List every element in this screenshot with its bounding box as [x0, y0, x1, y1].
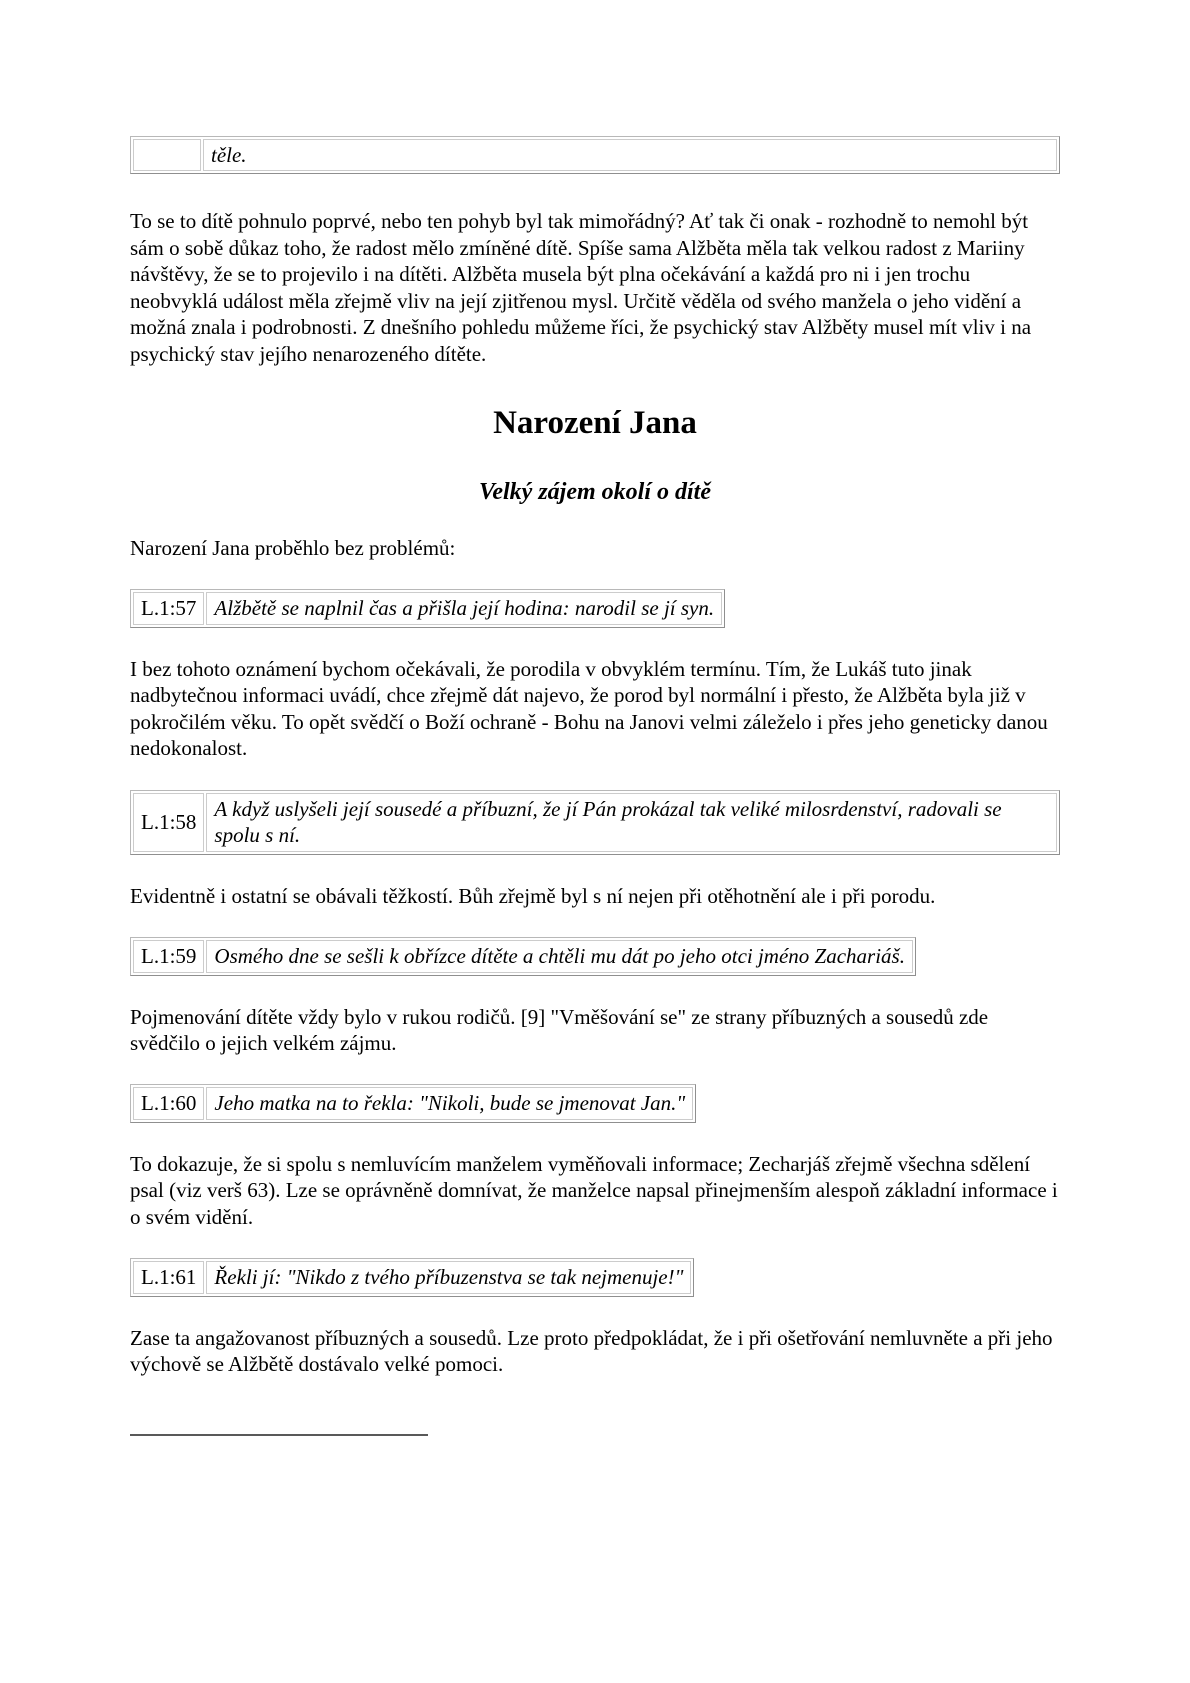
- paragraph-commentary: I bez tohoto oznámení bychom očekávali, že porodila v obvyklém termínu. Tím, že Lukáš tuto jinak nadbytečnou informaci uvádí, chce zřejmě dát najevo, že porod byl normální i přesto, že Alžběta byla již v pokročilém věku. To opět svědčí o Boží ochraně - Bohu na Janovi velmi záleželo i přes jeho geneticky danou nedokonalost.: [130, 656, 1048, 761]
- table-row: [133, 1261, 691, 1293]
- page-heading: Narození Jana: [493, 405, 697, 442]
- verse-text: A když uslyšeli její sousedé a příbuzní, že jí Pán prokázal tak veliké milosrdenství, radovali se spolu s ní.: [206, 793, 1057, 852]
- verse-ref: L.1:61: [133, 1261, 204, 1293]
- table-row: [133, 139, 1057, 171]
- verse-text: Jeho matka na to řekla: "Nikoli, bude se jmenovat Jan.": [206, 1087, 693, 1119]
- table-row: [133, 793, 1057, 852]
- verse-text: těle.: [203, 139, 1057, 171]
- table-row: [133, 1087, 693, 1119]
- paragraph-commentary: Evidentně i ostatní se obávali těžkostí. Bůh zřejmě byl s ní nejen při otěhotnění ale i při porodu.: [130, 883, 936, 908]
- verse-ref: L.1:59: [133, 940, 204, 972]
- verse-text: Řekli jí: "Nikdo z tvého příbuzenstva se tak nejmenuje!": [206, 1261, 691, 1293]
- verse-ref-empty: [133, 139, 201, 171]
- paragraph-opening: To se to dítě pohnulo poprvé, nebo ten pohyb byl tak mimořádný? Ať tak či onak - rozhodně to nemohl být sám o sobě důkaz toho, že radost mělo zmíněné dítě. Spíše sama Alžběta měla tak velkou radost z Mariiny návštěvy, že se to projevilo i na dítěti. Alžběta musela být plna očekávání a každá pro ni i jen trochu neobvyklá událost měla zřejmě vliv na její zjitřenou mysl. Určitě věděla od svého manžela o jeho vidění a možná znala i podrobnosti. Z dnešního pohledu můžeme říci, že psychický stav Alžběty musel mít vliv i na psychický stav jejího nenarozeného dítěte.: [130, 209, 1032, 366]
- verse-text: Alžbětě se naplnil čas a přišla její hodina: narodil se jí syn.: [206, 592, 722, 624]
- paragraph-intro: Narození Jana proběhlo bez problémů:: [130, 535, 456, 560]
- verse-table-L1-57: [130, 589, 725, 627]
- verse-text: Osmého dne se sešli k obřízce dítěte a chtěli mu dát po jeho otci jméno Zachariáš.: [206, 940, 913, 972]
- table-row: [133, 592, 722, 624]
- paragraph-commentary: Zase ta angažovanost příbuzných a sousedů. Lze proto předpokládat, že i při ošetřování nemluvněte a při jeho výchově se Alžbětě dostávalo velké pomoci.: [130, 1325, 1053, 1377]
- section-subheading: Velký zájem okolí o dítě: [479, 478, 711, 505]
- verse-ref: L.1:57: [133, 592, 204, 624]
- paragraph-commentary: To dokazuje, že si spolu s nemluvícím manželem vyměňovali informace; Zecharjáš zřejmě všechna sdělení psal (viz verš 63). Lze se oprávněně domnívat, že manželce napsal přinejmenším alespoň základní informace i o svém vidění.: [130, 1151, 1058, 1229]
- verse-table-L1-60: [130, 1084, 696, 1122]
- verse-ref: L.1:58: [133, 793, 204, 852]
- table-row: [133, 940, 913, 972]
- verse-table-L1-61: [130, 1258, 694, 1296]
- verse-table-L1-59: [130, 937, 916, 975]
- paragraph-commentary: Pojmenování dítěte vždy bylo v rukou rodičů. [9] "Vměšování se" ze strany příbuzných a sousedů zde svědčilo o jejich velkém zájmu.: [130, 1004, 989, 1055]
- footnote-separator: [130, 1434, 428, 1436]
- carryover-verse-table: [130, 136, 1060, 174]
- verse-table-L1-58: [130, 790, 1060, 855]
- verse-ref: L.1:60: [133, 1087, 204, 1119]
